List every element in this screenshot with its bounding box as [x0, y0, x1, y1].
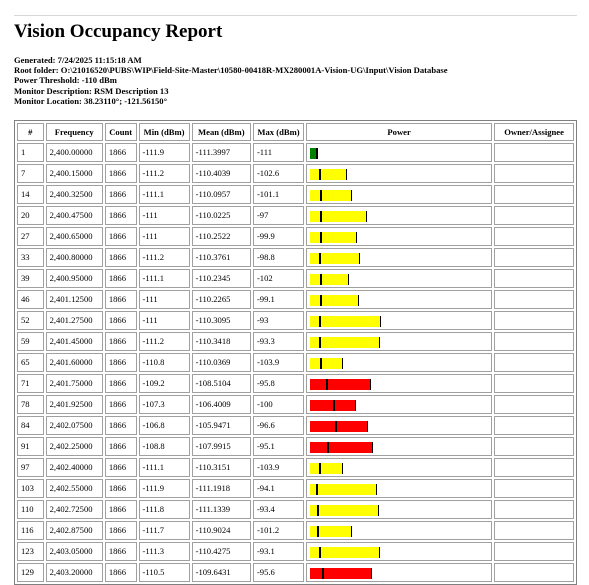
power-bar-fill: [310, 484, 377, 495]
power-bar: [310, 232, 390, 243]
cell-min: -111.7: [139, 521, 190, 540]
col-header-power: Power: [306, 123, 492, 141]
cell-min: -111.2: [139, 164, 190, 183]
cell-min: -111: [139, 206, 190, 225]
cell-num: 14: [17, 185, 44, 204]
cell-max: -103.9: [253, 458, 304, 477]
table-row: [17, 458, 574, 477]
cell-max: -98.8: [253, 248, 304, 267]
cell-min: -111: [139, 311, 190, 330]
cell-num: 129: [17, 563, 44, 582]
power-bar-max-marker: [346, 169, 347, 180]
cell-min: -110.8: [139, 353, 190, 372]
cell-mean: -110.2522: [192, 227, 251, 246]
cell-min: -109.2: [139, 374, 190, 393]
cell-frequency: 2,400.47500: [46, 206, 103, 225]
power-bar: [310, 463, 390, 474]
occupancy-table: [14, 120, 577, 585]
power-bar-mean-marker: [319, 547, 321, 558]
power-bar-fill: [310, 169, 347, 180]
cell-num: 59: [17, 332, 44, 351]
power-bar-max-marker: [351, 526, 352, 537]
cell-power: [306, 395, 492, 414]
power-bar-fill: [310, 463, 343, 474]
cell-mean: -110.4039: [192, 164, 251, 183]
power-bar: [310, 295, 390, 306]
cell-owner: [494, 500, 574, 519]
cell-count: 1866: [105, 143, 137, 162]
cell-owner: [494, 521, 574, 540]
cell-max: -93.1: [253, 542, 304, 561]
cell-max: -96.6: [253, 416, 304, 435]
power-bar-max-marker: [348, 274, 349, 285]
cell-frequency: 2,403.20000: [46, 563, 103, 582]
cell-min: -111.8: [139, 500, 190, 519]
power-bar: [310, 526, 390, 537]
power-bar-max-marker: [342, 358, 343, 369]
cell-frequency: 2,402.55000: [46, 479, 103, 498]
cell-min: -111.2: [139, 332, 190, 351]
col-header-num: #: [17, 123, 44, 141]
power-bar-fill: [310, 211, 367, 222]
table-row: [17, 479, 574, 498]
cell-count: 1866: [105, 185, 137, 204]
cell-power: [306, 206, 492, 225]
power-bar-mean-marker: [322, 568, 324, 579]
cell-num: 52: [17, 311, 44, 330]
cell-power: [306, 542, 492, 561]
power-bar: [310, 148, 390, 159]
cell-count: 1866: [105, 248, 137, 267]
power-bar-fill: [310, 442, 373, 453]
cell-max: -101.2: [253, 521, 304, 540]
top-divider: [14, 15, 577, 16]
power-bar-mean-marker: [320, 274, 322, 285]
cell-owner: [494, 542, 574, 561]
power-bar-mean-marker: [317, 526, 319, 537]
cell-frequency: 2,400.00000: [46, 143, 103, 162]
cell-num: 78: [17, 395, 44, 414]
cell-frequency: 2,401.75000: [46, 374, 103, 393]
table-row: [17, 143, 574, 162]
cell-mean: -108.5104: [192, 374, 251, 393]
cell-count: 1866: [105, 458, 137, 477]
cell-owner: [494, 332, 574, 351]
cell-mean: -110.0957: [192, 185, 251, 204]
power-bar-max-marker: [358, 295, 359, 306]
cell-num: 7: [17, 164, 44, 183]
power-bar: [310, 379, 390, 390]
cell-max: -93.4: [253, 500, 304, 519]
cell-mean: -107.9915: [192, 437, 251, 456]
cell-count: 1866: [105, 206, 137, 225]
cell-owner: [494, 311, 574, 330]
cell-frequency: 2,401.92500: [46, 395, 103, 414]
cell-num: 123: [17, 542, 44, 561]
power-bar: [310, 484, 390, 495]
monitor-description-line: Monitor Description: RSM Description 13: [14, 85, 169, 96]
power-bar-mean-marker: [333, 400, 335, 411]
power-bar-mean-marker: [316, 484, 318, 495]
cell-mean: -111.1918: [192, 479, 251, 498]
cell-mean: -110.3418: [192, 332, 251, 351]
cell-max: -95.8: [253, 374, 304, 393]
table-row: [17, 500, 574, 519]
power-bar: [310, 274, 390, 285]
cell-power: [306, 521, 492, 540]
cell-num: 110: [17, 500, 44, 519]
cell-power: [306, 374, 492, 393]
cell-frequency: 2,403.05000: [46, 542, 103, 561]
power-bar-mean-marker: [320, 211, 322, 222]
monitor-location-line: Monitor Location: 38.23110°; -121.56150°: [14, 95, 168, 106]
cell-mean: -110.9024: [192, 521, 251, 540]
table-row: [17, 542, 574, 561]
table-row: [17, 521, 574, 540]
cell-min: -111.1: [139, 458, 190, 477]
cell-num: 116: [17, 521, 44, 540]
power-bar: [310, 400, 390, 411]
cell-frequency: 2,400.80000: [46, 248, 103, 267]
cell-min: -111.3: [139, 542, 190, 561]
cell-mean: -109.6431: [192, 563, 251, 582]
cell-owner: [494, 479, 574, 498]
cell-max: -99.9: [253, 227, 304, 246]
cell-power: [306, 458, 492, 477]
cell-count: 1866: [105, 479, 137, 498]
cell-num: 91: [17, 437, 44, 456]
col-header-owner: Owner/Assignee: [494, 123, 574, 141]
power-bar-mean-marker: [319, 337, 321, 348]
cell-count: 1866: [105, 353, 137, 372]
power-bar-mean-marker: [319, 169, 321, 180]
cell-count: 1866: [105, 395, 137, 414]
power-bar-max-marker: [380, 316, 381, 327]
power-bar-mean-marker: [326, 379, 328, 390]
table-row: [17, 437, 574, 456]
power-bar-fill: [310, 190, 352, 201]
table-row: [17, 416, 574, 435]
cell-owner: [494, 227, 574, 246]
cell-frequency: 2,402.87500: [46, 521, 103, 540]
cell-num: 65: [17, 353, 44, 372]
table-row: [17, 248, 574, 267]
power-bar-max-marker: [371, 568, 372, 579]
power-bar-fill: [310, 421, 368, 432]
cell-frequency: 2,400.32500: [46, 185, 103, 204]
cell-count: 1866: [105, 332, 137, 351]
table-row: [17, 563, 574, 582]
power-bar: [310, 547, 390, 558]
cell-power: [306, 416, 492, 435]
cell-max: -102: [253, 269, 304, 288]
power-bar: [310, 253, 390, 264]
cell-mean: -110.4275: [192, 542, 251, 561]
power-bar: [310, 190, 390, 201]
power-bar-mean-marker: [320, 358, 322, 369]
power-bar-fill: [310, 379, 371, 390]
cell-owner: [494, 458, 574, 477]
col-header-min: Min (dBm): [139, 123, 190, 141]
report-metadata: [14, 55, 448, 106]
col-header-mean: Mean (dBm): [192, 123, 251, 141]
table-header-row: [17, 123, 574, 141]
cell-owner: [494, 185, 574, 204]
power-bar-max-marker: [378, 505, 379, 516]
cell-frequency: 2,401.60000: [46, 353, 103, 372]
cell-owner: [494, 437, 574, 456]
cell-frequency: 2,401.45000: [46, 332, 103, 351]
cell-owner: [494, 416, 574, 435]
cell-num: 1: [17, 143, 44, 162]
cell-power: [306, 479, 492, 498]
power-bar: [310, 337, 390, 348]
power-bar-max-marker: [379, 547, 380, 558]
cell-frequency: 2,401.12500: [46, 290, 103, 309]
cell-mean: -110.0225: [192, 206, 251, 225]
cell-min: -106.8: [139, 416, 190, 435]
cell-power: [306, 311, 492, 330]
cell-owner: [494, 374, 574, 393]
page-title: Vision Occupancy Report: [14, 21, 223, 42]
cell-count: 1866: [105, 374, 137, 393]
cell-min: -111.9: [139, 479, 190, 498]
col-header-count: Count: [105, 123, 137, 141]
cell-power: [306, 269, 492, 288]
table-row: [17, 311, 574, 330]
power-bar-max-marker: [356, 232, 357, 243]
power-bar-max-marker: [359, 253, 360, 264]
cell-count: 1866: [105, 311, 137, 330]
cell-power: [306, 227, 492, 246]
cell-min: -111.9: [139, 143, 190, 162]
root-folder-line: Root folder: O:\21016520\PUBS\WIP\Field-Site-Master\10580-00418R-MX280001A-Vision-UG\Input\Vision Database: [14, 65, 448, 76]
cell-max: -93.3: [253, 332, 304, 351]
cell-mean: -106.4009: [192, 395, 251, 414]
cell-count: 1866: [105, 437, 137, 456]
power-bar-max-marker: [317, 148, 318, 159]
cell-min: -111: [139, 227, 190, 246]
cell-max: -99.1: [253, 290, 304, 309]
cell-min: -111: [139, 290, 190, 309]
cell-owner: [494, 269, 574, 288]
table-row: [17, 395, 574, 414]
power-bar-fill: [310, 253, 360, 264]
cell-max: -100: [253, 395, 304, 414]
power-bar-max-marker: [372, 442, 373, 453]
table-row: [17, 164, 574, 183]
power-bar-fill: [310, 295, 359, 306]
generated-line: Generated: 7/24/2025 11:15:18 AM: [14, 55, 142, 65]
power-bar: [310, 211, 390, 222]
col-header-max: Max (dBm): [253, 123, 304, 141]
cell-num: 84: [17, 416, 44, 435]
cell-count: 1866: [105, 269, 137, 288]
cell-min: -110.5: [139, 563, 190, 582]
cell-num: 39: [17, 269, 44, 288]
cell-max: -102.6: [253, 164, 304, 183]
cell-num: 103: [17, 479, 44, 498]
power-bar-max-marker: [342, 463, 343, 474]
table-body: [17, 143, 574, 582]
cell-power: [306, 143, 492, 162]
cell-num: 27: [17, 227, 44, 246]
cell-max: -93: [253, 311, 304, 330]
power-bar-max-marker: [379, 337, 380, 348]
power-bar-mean-marker: [319, 316, 321, 327]
cell-max: -101.1: [253, 185, 304, 204]
power-bar-mean-marker: [327, 442, 329, 453]
cell-power: [306, 353, 492, 372]
cell-power: [306, 437, 492, 456]
power-bar: [310, 169, 390, 180]
cell-max: -95.6: [253, 563, 304, 582]
power-bar: [310, 316, 390, 327]
cell-num: 46: [17, 290, 44, 309]
power-bar-fill: [310, 568, 372, 579]
cell-owner: [494, 248, 574, 267]
power-bar-fill: [310, 274, 349, 285]
power-bar-mean-marker: [317, 505, 319, 516]
cell-num: 71: [17, 374, 44, 393]
cell-count: 1866: [105, 542, 137, 561]
cell-frequency: 2,400.65000: [46, 227, 103, 246]
power-bar-mean-marker: [320, 232, 322, 243]
cell-max: -103.9: [253, 353, 304, 372]
cell-power: [306, 290, 492, 309]
cell-count: 1866: [105, 416, 137, 435]
power-bar-fill: [310, 358, 343, 369]
power-bar-mean-marker: [320, 190, 322, 201]
cell-power: [306, 248, 492, 267]
power-bar-mean-marker: [335, 421, 337, 432]
cell-min: -108.8: [139, 437, 190, 456]
cell-count: 1866: [105, 563, 137, 582]
power-bar: [310, 442, 390, 453]
cell-power: [306, 500, 492, 519]
power-bar-max-marker: [351, 190, 352, 201]
power-bar-mean-marker: [320, 295, 322, 306]
cell-count: 1866: [105, 500, 137, 519]
cell-mean: -111.1339: [192, 500, 251, 519]
table-row: [17, 332, 574, 351]
cell-power: [306, 332, 492, 351]
cell-count: 1866: [105, 521, 137, 540]
cell-mean: -110.2345: [192, 269, 251, 288]
table-row: [17, 269, 574, 288]
cell-mean: -110.3761: [192, 248, 251, 267]
power-bar-max-marker: [370, 379, 371, 390]
table-row: [17, 290, 574, 309]
table-row: [17, 206, 574, 225]
cell-count: 1866: [105, 290, 137, 309]
power-bar-fill: [310, 232, 357, 243]
cell-num: 97: [17, 458, 44, 477]
cell-power: [306, 164, 492, 183]
cell-mean: -110.0369: [192, 353, 251, 372]
cell-num: 33: [17, 248, 44, 267]
cell-frequency: 2,402.40000: [46, 458, 103, 477]
cell-owner: [494, 395, 574, 414]
cell-frequency: 2,402.07500: [46, 416, 103, 435]
cell-power: [306, 185, 492, 204]
cell-frequency: 2,400.95000: [46, 269, 103, 288]
cell-count: 1866: [105, 164, 137, 183]
power-bar: [310, 358, 390, 369]
cell-mean: -111.3997: [192, 143, 251, 162]
table-row: [17, 227, 574, 246]
table-row: [17, 353, 574, 372]
cell-owner: [494, 164, 574, 183]
cell-owner: [494, 563, 574, 582]
power-bar-mean-marker: [319, 253, 321, 264]
cell-power: [306, 563, 492, 582]
cell-min: -111.2: [139, 248, 190, 267]
table-row: [17, 374, 574, 393]
cell-frequency: 2,401.27500: [46, 311, 103, 330]
cell-max: -94.1: [253, 479, 304, 498]
cell-mean: -110.2265: [192, 290, 251, 309]
cell-count: 1866: [105, 227, 137, 246]
cell-max: -95.1: [253, 437, 304, 456]
power-threshold-line: Power Threshold: -110 dBm: [14, 75, 117, 86]
power-bar-mean-marker: [319, 463, 321, 474]
power-bar: [310, 421, 390, 432]
power-bar-fill: [310, 505, 379, 516]
table-row: [17, 185, 574, 204]
power-bar: [310, 568, 390, 579]
power-bar: [310, 505, 390, 516]
cell-mean: -110.3151: [192, 458, 251, 477]
power-bar-max-marker: [366, 211, 367, 222]
cell-min: -111.1: [139, 269, 190, 288]
cell-mean: -105.9471: [192, 416, 251, 435]
cell-mean: -110.3095: [192, 311, 251, 330]
power-bar-max-marker: [367, 421, 368, 432]
col-header-frequency: Frequency: [46, 123, 103, 141]
cell-num: 20: [17, 206, 44, 225]
cell-owner: [494, 206, 574, 225]
cell-frequency: 2,400.15000: [46, 164, 103, 183]
cell-max: -97: [253, 206, 304, 225]
cell-owner: [494, 143, 574, 162]
cell-frequency: 2,402.25000: [46, 437, 103, 456]
power-bar-max-marker: [376, 484, 377, 495]
cell-frequency: 2,402.72500: [46, 500, 103, 519]
cell-min: -107.3: [139, 395, 190, 414]
cell-owner: [494, 353, 574, 372]
cell-max: -111: [253, 143, 304, 162]
power-bar-max-marker: [355, 400, 356, 411]
cell-min: -111.1: [139, 185, 190, 204]
cell-owner: [494, 290, 574, 309]
